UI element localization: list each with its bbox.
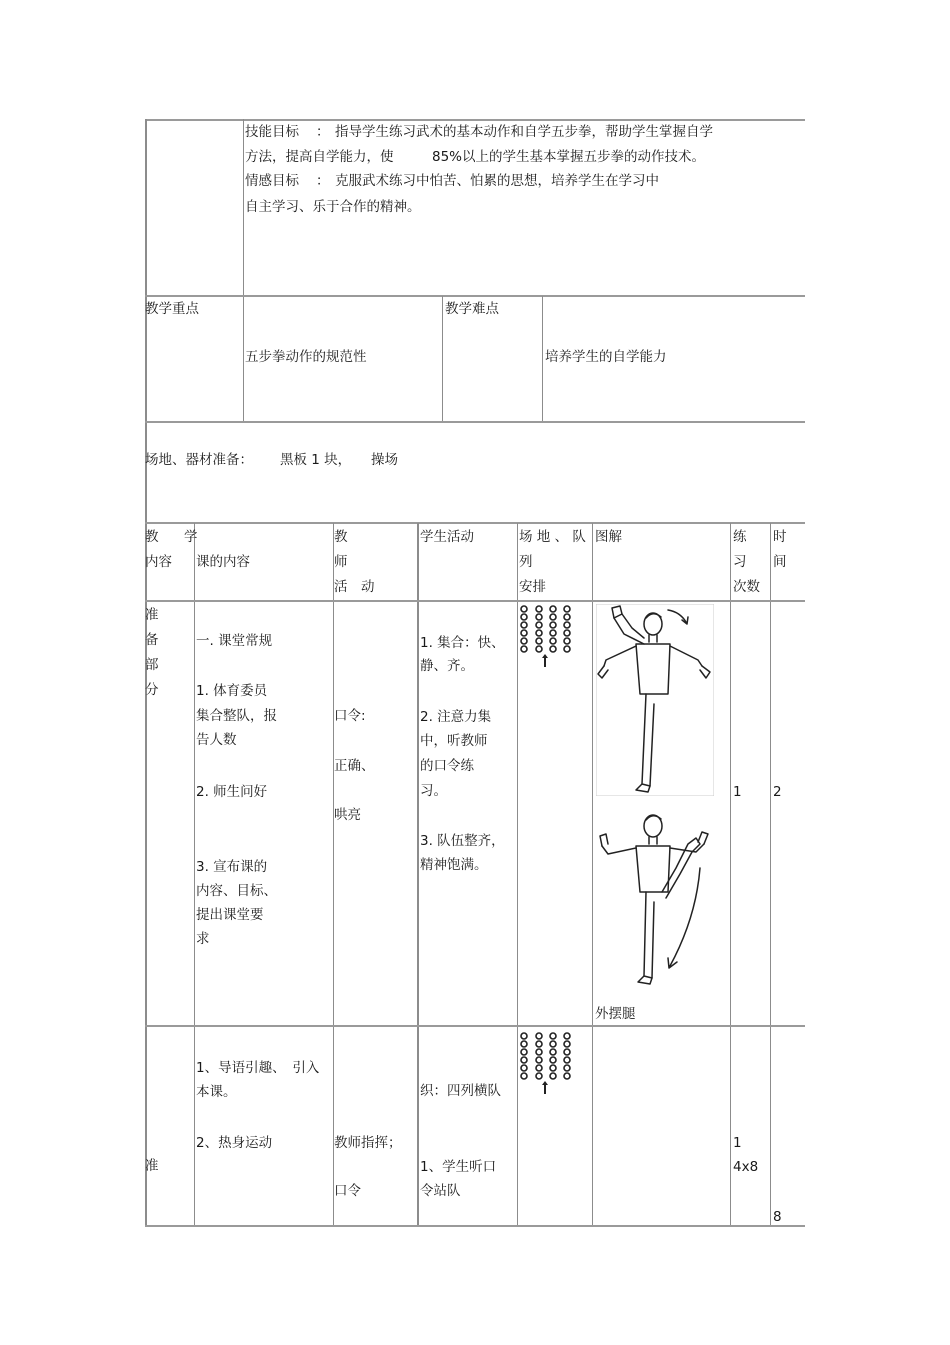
header-teacher-1: 教 xyxy=(334,529,348,545)
table-border-bottom xyxy=(145,1225,805,1227)
row1-student-3a: 3. 队伍整齐， xyxy=(420,833,505,849)
row1-teacher-correct: 正确、 xyxy=(334,758,375,774)
outer-swing-kick-figure-1 xyxy=(596,604,714,796)
row1-content-line-4a: 3. 宣布课的 xyxy=(196,859,268,875)
row1-content-greeting: 2. 师生问好 xyxy=(196,784,268,800)
formation-four-columns-icon-2 xyxy=(519,1031,575,1097)
row1-student-2c: 的口令练 xyxy=(420,758,474,774)
header-teacher-2: 师 xyxy=(334,554,348,570)
col-line-1 xyxy=(194,523,195,1227)
formation-four-columns-icon xyxy=(519,604,575,670)
focus-divider-2 xyxy=(542,296,543,422)
header-diagram: 图解 xyxy=(595,529,622,545)
emotion-objective-text-1: 克服武术练习中怕苦、怕累的思想，培养学生在学习中 xyxy=(335,173,659,189)
row1-content-routine: 一. 课堂常规 xyxy=(196,633,273,649)
header-formation-1: 场 地 、 队 xyxy=(519,529,586,545)
row2-student-2b: 令站队 xyxy=(420,1183,461,1199)
focus-bottom-line xyxy=(145,421,805,423)
diagram-caption-outer-swing-kick: 外摆腿 xyxy=(595,1006,636,1022)
header-content: 课的内容 xyxy=(196,554,250,570)
header-section-1: 教 学 xyxy=(145,529,204,545)
emotion-objective-text-2: 自主学习、乐于合作的精神。 xyxy=(245,199,421,215)
row2-teacher-direct: 教师指挥； xyxy=(334,1135,402,1151)
emotion-objective-label: 情感目标 xyxy=(245,173,299,189)
venue-item-playground: 操场 xyxy=(371,452,398,468)
key-point-value: 五步拳动作的规范性 xyxy=(245,349,367,365)
skill-objective-text-1: 指导学生练习武术的基本动作和自学五步拳，帮助学生掌握自学 xyxy=(335,124,713,140)
header-reps-2: 习 xyxy=(733,554,747,570)
difficulty-label: 教学难点 xyxy=(445,301,499,317)
skill-objective-text-2a: 方法，提高自学能力，使 xyxy=(245,149,394,165)
row2-student-formation: 织：四列横队 xyxy=(420,1083,501,1099)
header-time-1: 时 xyxy=(773,529,787,545)
venue-bottom-line xyxy=(145,522,805,524)
row1-content-line-4c: 提出课堂要 xyxy=(196,907,264,923)
header-formation-2: 列 xyxy=(519,554,533,570)
row1-student-1b: 静、齐。 xyxy=(420,658,474,674)
venue-item-blackboard: 黑板 1 块， xyxy=(280,452,352,468)
focus-divider-1 xyxy=(442,296,443,422)
row1-student-1a: 1. 集合：快、 xyxy=(420,635,505,651)
row2-reps-2: 4x8 xyxy=(733,1159,759,1175)
outer-swing-kick-figure-2 xyxy=(596,808,714,986)
row1-time: 2 xyxy=(773,784,782,800)
row2-content-warmup: 2、热身运动 xyxy=(196,1135,273,1151)
header-teacher-3: 活 动 xyxy=(334,579,375,595)
row1-teacher-command: 口令: xyxy=(334,708,366,724)
row1-content-line-4b: 内容、目标、 xyxy=(196,883,277,899)
header-time-2: 间 xyxy=(773,554,787,570)
col-line-3 xyxy=(417,523,419,1227)
row2-student-2a: 1、学生听口 xyxy=(420,1159,497,1175)
row1-student-2d: 习。 xyxy=(420,783,447,799)
objectives-divider xyxy=(243,119,244,422)
row2-reps-1: 1 xyxy=(733,1135,742,1151)
row1-student-2b: 中，听教师 xyxy=(420,733,488,749)
header-student: 学生活动 xyxy=(420,529,474,545)
key-point-label: 教学重点 xyxy=(145,301,199,317)
col-line-6 xyxy=(730,523,731,1227)
col-line-4 xyxy=(517,523,518,1227)
header-section-2: 内容 xyxy=(145,554,172,570)
row1-reps: 1 xyxy=(733,784,742,800)
col-line-2 xyxy=(333,523,334,1227)
row1-content-line-4d: 求 xyxy=(196,931,210,947)
row1-section-char-3: 部 xyxy=(145,657,159,673)
skill-objective-text-2b: 85%以上的学生基本掌握五步拳的动作技术。 xyxy=(432,149,706,165)
row1-section-char-1: 准 xyxy=(145,607,159,623)
difficulty-value: 培养学生的自学能力 xyxy=(545,349,667,365)
col-line-7 xyxy=(770,523,771,1227)
venue-label: 场地、器材准备： xyxy=(145,452,253,468)
col-line-5 xyxy=(592,523,593,1227)
row1-student-2a: 2. 注意力集 xyxy=(420,709,492,725)
row1-section-char-4: 分 xyxy=(145,682,159,698)
row2-section-char: 准 xyxy=(145,1158,159,1174)
row1-content-line-2a: 1. 体育委员 xyxy=(196,683,268,699)
row2-time: 8 xyxy=(773,1209,782,1225)
header-reps-1: 练 xyxy=(733,529,747,545)
header-reps-3: 次数 xyxy=(733,579,760,595)
row2-content-1a: 1、导语引趣、 引入 xyxy=(196,1060,320,1076)
row1-content-line-2c: 告人数 xyxy=(196,732,237,748)
header-bottom-line xyxy=(145,600,805,602)
row1-student-3b: 精神饱满。 xyxy=(420,857,488,873)
header-formation-3: 安排 xyxy=(519,579,546,595)
skill-objective-sep: ： xyxy=(316,124,330,140)
row2-content-1b: 本课。 xyxy=(196,1084,237,1100)
row2-teacher-command: 口令 xyxy=(334,1183,361,1199)
emotion-objective-sep: ： xyxy=(316,173,330,189)
row1-content-line-2b: 集合整队，报 xyxy=(196,708,277,724)
row1-section-char-2: 备 xyxy=(145,632,159,648)
row1-bottom-line xyxy=(145,1025,805,1027)
row1-teacher-loud: 哄亮 xyxy=(334,807,361,823)
skill-objective-label: 技能目标 xyxy=(245,124,299,140)
